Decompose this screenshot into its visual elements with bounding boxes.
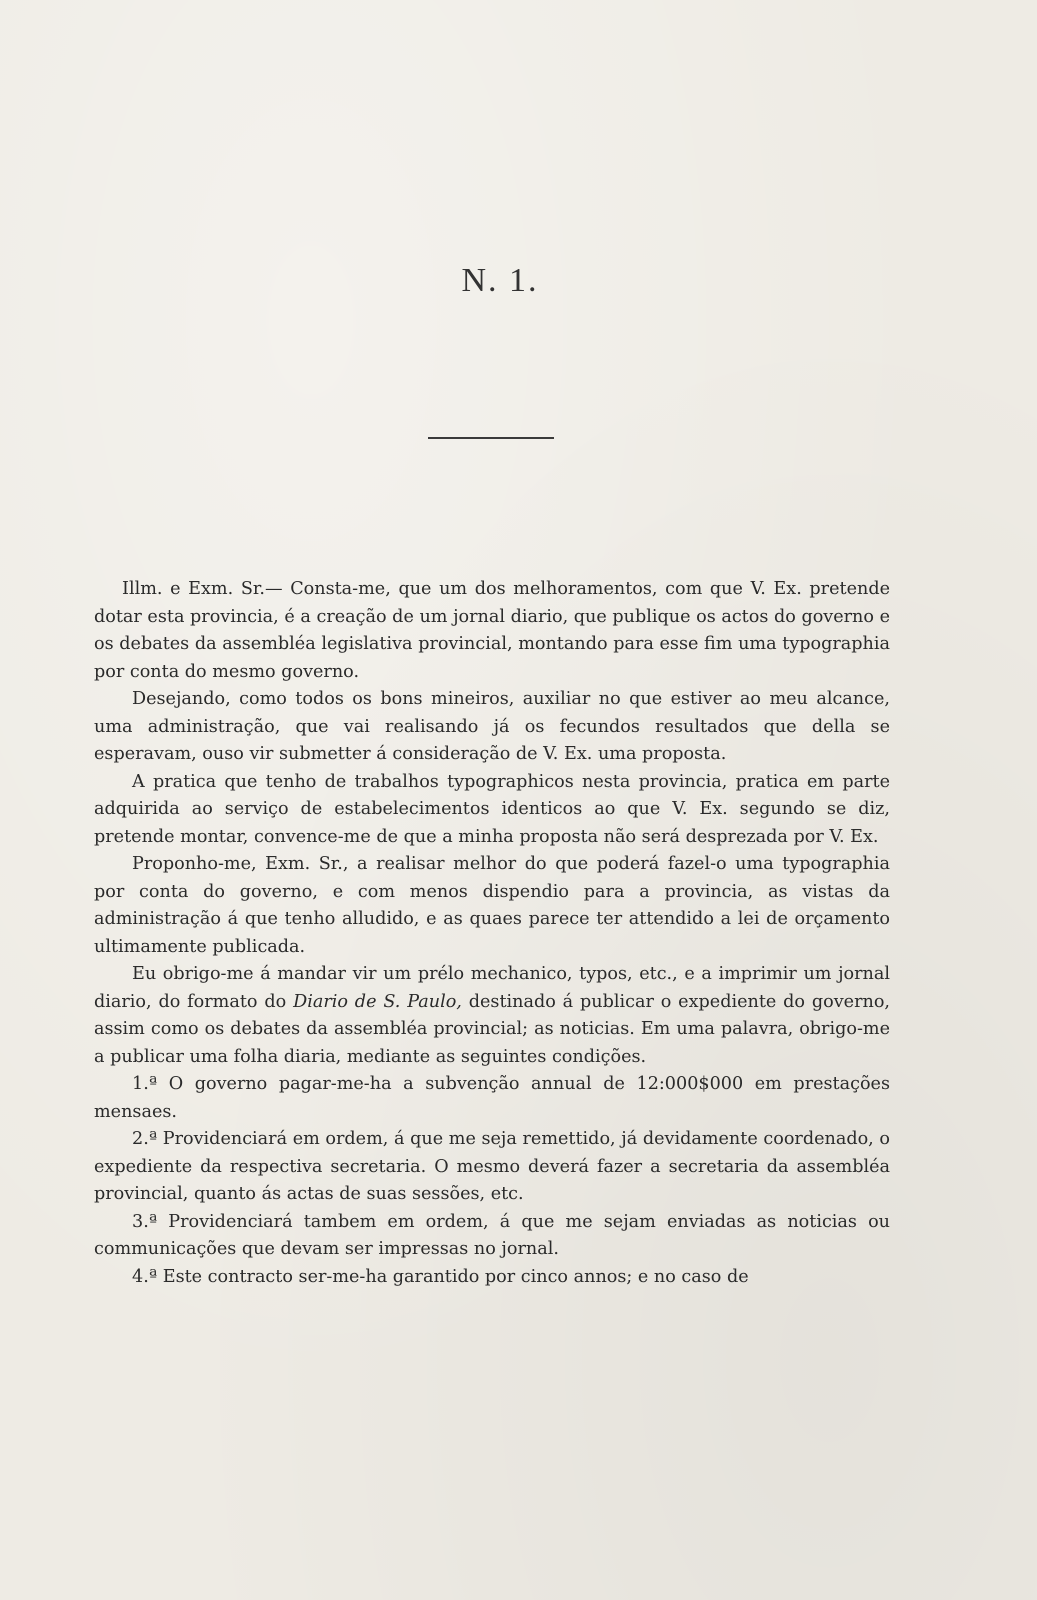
- newspaper-title: Diario de S. Paulo,: [293, 991, 462, 1012]
- heading-divider: [428, 437, 554, 439]
- condition-1: 1.ª O governo pagar-me-ha a subvenção annual de 12:000$000 em prestações mensaes.: [94, 1074, 890, 1122]
- condition-3: 3.ª Providenciará tambem em ordem, á que me sejam enviadas as noticias ou communicações que devam ser impressas no jornal.: [94, 1211, 890, 1259]
- letter-body: [94, 576, 890, 1291]
- paragraph-salutation: Illm. e Exm. Sr.— Consta-me, que um dos melhoramentos, com que V. Ex. pretende dotar esta provincia, é a creação de um jornal diario, que publique os actos do governo e os debates da assembléa legislativa provincial, montando para esse fim uma typographia por conta do mesmo governo.: [94, 579, 890, 682]
- paragraph-obrigo: [94, 961, 890, 1071]
- paragraph-desejando: Desejando, como todos os bons mineiros, auxiliar no que estiver ao meu alcance, uma administração, que vai realisando já os fecundos resultados que della se esperavam, ouso vir submetter á consideração de V. Ex. uma proposta.: [94, 689, 890, 764]
- document-number-heading: N. 1.: [461, 262, 539, 299]
- condition-2: 2.ª Providenciará em ordem, á que me seja remettido, já devidamente coordenado, o expediente da respectiva secretaria. O mesmo deverá fazer a secretaria da assembléa provincial, quanto ás actas de suas sessões, etc.: [94, 1129, 890, 1204]
- paragraph-pratica: A pratica que tenho de trabalhos typographicos nesta provincia, pratica em parte adquirida ao serviço de estabelecimentos identicos ao que V. Ex. segundo se diz, pretende montar, convence-me de que a minha proposta não será desprezada por V. Ex.: [94, 771, 890, 847]
- condition-4: 4.ª Este contracto ser-me-ha garantido por cinco annos; e no caso de: [132, 1266, 749, 1287]
- paragraph-obrigo-end: destinado á publicar o expediente do governo, assim como os debates da assembléa provincial; as noticias. Em uma palavra, obrigo-me a publicar uma folha diaria, mediante as seguintes condições.: [94, 991, 891, 1067]
- paragraph-proponho: Proponho-me, Exm. Sr., a realisar melhor do que poderá fazel-o uma typographia por conta do governo, e com menos dispendio para a provincia, as vistas da administração á que tenho alludido, e as quaes parece ter attendido a lei de orçamento ultimamente publicada.: [94, 854, 890, 957]
- paragraph-obrigo-start: Eu obrigo-me á mandar vir um prélo mechanico, typos, etc., e a imprimir um jornal diario, do formato do: [94, 964, 890, 1012]
